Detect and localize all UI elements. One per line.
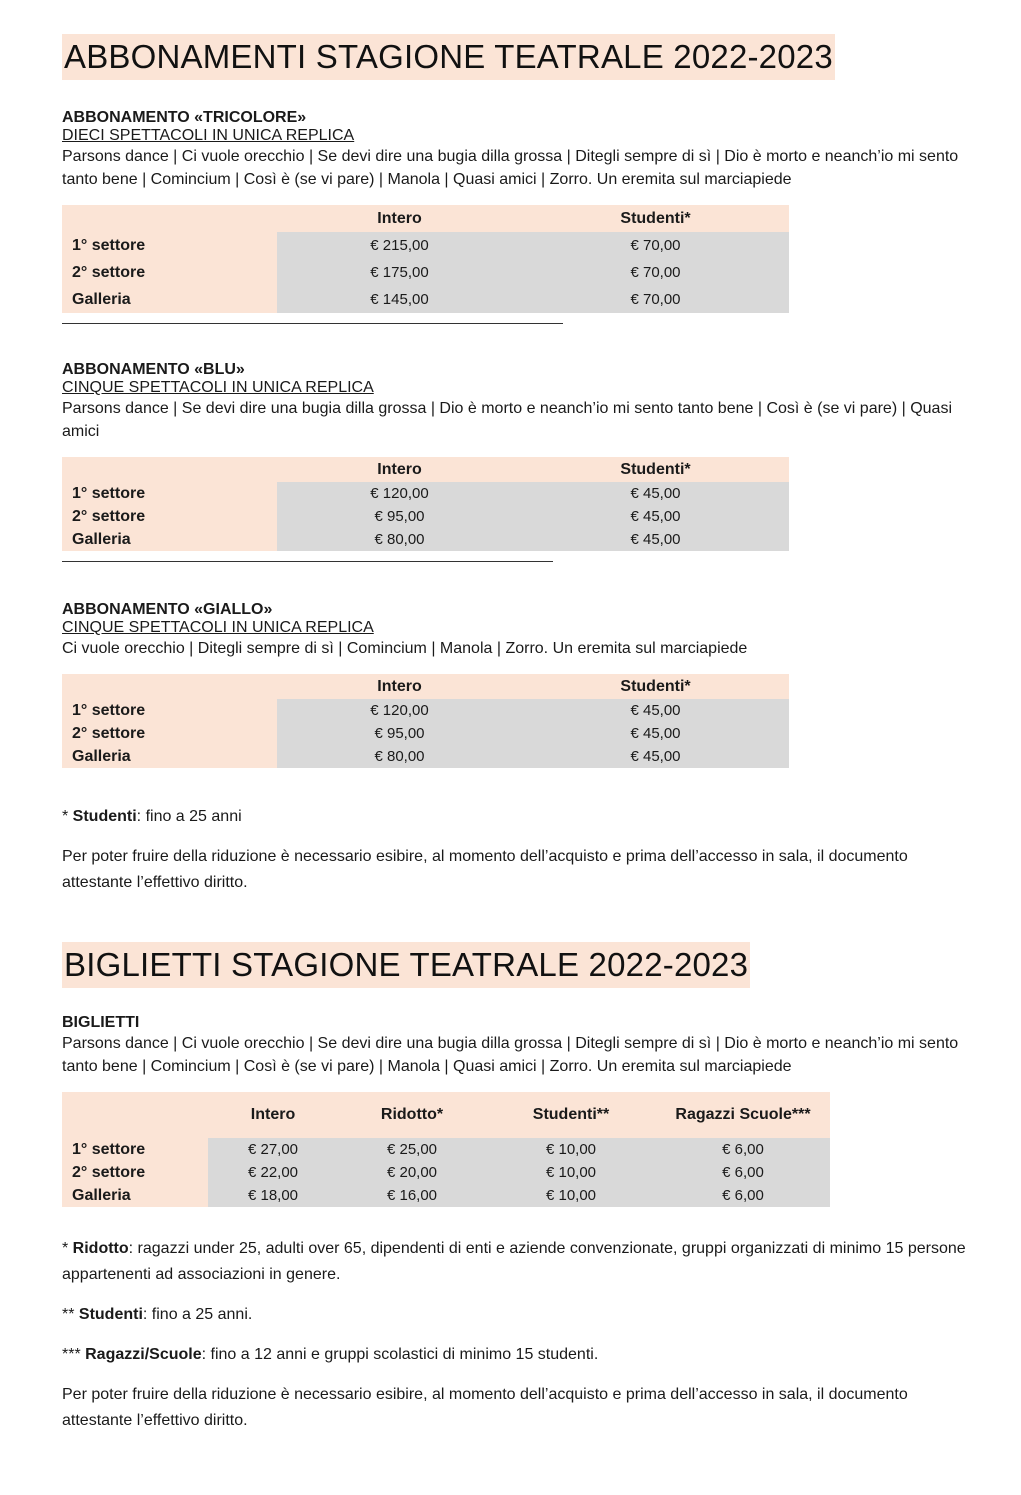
note-prefix: * — [62, 808, 73, 825]
price-cell: € 70,00 — [522, 259, 789, 286]
price-cell: € 95,00 — [277, 722, 522, 745]
price-cell: € 120,00 — [277, 482, 522, 505]
price-cell: € 95,00 — [277, 505, 522, 528]
price-cell: € 145,00 — [277, 286, 522, 313]
section-shows: Parsons dance | Ci vuole orecchio | Se devi dire una bugia dilla grossa | Ditegli sempre di sì | Dio è morto e neanch’io mi sento tanto bene | Comincium | Così è (se vi pare) | Manola | Quasi amici | Zorro. Un eremita sul marciapiede — [62, 148, 959, 188]
table-row — [62, 286, 789, 313]
note-text: : ragazzi under 25, adulti over 65, dipendenti di enti e aziende convenzionate, gruppi organizzati di minimo 15 persone appartenenti ad associazioni in genere. — [62, 1240, 966, 1283]
row-label: 1° settore — [62, 232, 277, 259]
price-cell: € 10,00 — [486, 1138, 656, 1161]
section-subtitle: CINQUE SPETTACOLI IN UNICA REPLICA — [62, 379, 374, 396]
row-label: 1° settore — [62, 482, 277, 505]
table-row — [62, 259, 789, 286]
corner-cell — [62, 457, 277, 482]
table-row — [62, 722, 789, 745]
note-prefix: *** — [62, 1346, 86, 1363]
abbonamenti-heading: ABBONAMENTI STAGIONE TEATRALE 2022-2023 — [62, 34, 835, 80]
price-cell: € 20,00 — [338, 1161, 486, 1184]
table-header-row — [62, 457, 789, 482]
price-cell: € 70,00 — [522, 232, 789, 259]
column-header: Studenti* — [522, 457, 789, 482]
price-cell: € 27,00 — [208, 1138, 338, 1161]
section-title: ABBONAMENTO «BLU» — [62, 361, 245, 378]
column-header: Ridotto* — [338, 1092, 486, 1138]
price-cell: € 25,00 — [338, 1138, 486, 1161]
column-header: Intero — [277, 674, 522, 699]
note-document: Per poter fruire della riduzione è necessario esibire, al momento dell’acquisto e prima dell’accesso in sala, il documento attestante l’effettivo diritto. — [62, 1386, 908, 1429]
price-table — [62, 205, 789, 313]
section-shows: Ci vuole orecchio | Ditegli sempre di sì | Comincium | Manola | Zorro. Un eremita sul marciapiede — [62, 640, 748, 657]
table-row — [62, 1138, 830, 1161]
section-biglietti — [62, 1014, 962, 1207]
note-bold: Studenti — [78, 1306, 143, 1323]
price-cell: € 215,00 — [277, 232, 522, 259]
section-shows: Parsons dance | Se devi dire una bugia dilla grossa | Dio è morto e neanch’io mi sento tanto bene | Così è (se vi pare) | Quasi amici — [62, 400, 952, 440]
price-cell: € 6,00 — [656, 1161, 830, 1184]
table-row — [62, 482, 789, 505]
section-divider — [62, 323, 563, 324]
section-divider — [62, 561, 553, 562]
price-cell: € 10,00 — [486, 1161, 656, 1184]
table-row — [62, 745, 789, 768]
section-title: ABBONAMENTO «TRICOLORE» — [62, 109, 307, 126]
corner-cell — [62, 1092, 208, 1138]
price-cell: € 10,00 — [486, 1184, 656, 1207]
section-blu — [62, 361, 972, 562]
price-cell: € 45,00 — [522, 722, 789, 745]
section-subtitle: DIECI SPETTACOLI IN UNICA REPLICA — [62, 127, 355, 144]
note-students — [62, 804, 982, 830]
price-cell: € 18,00 — [208, 1184, 338, 1207]
corner-cell — [62, 205, 277, 232]
price-cell: € 45,00 — [522, 528, 789, 551]
table-row — [62, 1184, 830, 1207]
column-header: Studenti* — [522, 674, 789, 699]
biglietti-heading-block — [62, 942, 750, 988]
price-cell: € 80,00 — [277, 528, 522, 551]
table-row — [62, 505, 789, 528]
price-cell: € 45,00 — [522, 505, 789, 528]
note-bold: Ridotto — [72, 1240, 129, 1257]
column-header: Studenti** — [486, 1092, 656, 1138]
column-header: Intero — [208, 1092, 338, 1138]
table-row — [62, 528, 789, 551]
section-giallo — [62, 601, 962, 768]
row-label: Galleria — [62, 1184, 208, 1207]
row-label: Galleria — [62, 528, 277, 551]
price-table — [62, 674, 789, 768]
price-cell: € 80,00 — [277, 745, 522, 768]
table-row — [62, 699, 789, 722]
row-label: Galleria — [62, 745, 277, 768]
note-text: : fino a 12 anni e gruppi scolastici di minimo 15 studenti. — [201, 1346, 599, 1363]
note-text: : fino a 25 anni — [136, 808, 242, 825]
price-table — [62, 457, 789, 551]
section-shows: Parsons dance | Ci vuole orecchio | Se devi dire una bugia dilla grossa | Ditegli sempre di sì | Dio è morto e neanch’io mi sento tanto bene | Comincium | Così è (se vi pare) | Manola | Quasi amici | Zorro. Un eremita sul marciapiede — [62, 1035, 959, 1075]
price-cell: € 16,00 — [338, 1184, 486, 1207]
row-label: 1° settore — [62, 699, 277, 722]
section-title: ABBONAMENTO «GIALLO» — [62, 601, 273, 618]
note-document: Per poter fruire della riduzione è necessario esibire, al momento dell’acquisto e prima dell’accesso in sala, il documento attestante l’effettivo diritto. — [62, 848, 908, 891]
table-row — [62, 232, 789, 259]
price-table — [62, 1092, 830, 1207]
section-title: BIGLIETTI — [62, 1014, 140, 1031]
price-cell: € 45,00 — [522, 699, 789, 722]
table-row — [62, 1161, 830, 1184]
biglietti-heading: BIGLIETTI STAGIONE TEATRALE 2022-2023 — [62, 942, 750, 988]
price-cell: € 22,00 — [208, 1161, 338, 1184]
note-bold: Studenti — [72, 808, 137, 825]
note-text: : fino a 25 anni. — [142, 1306, 253, 1323]
column-header: Ragazzi Scuole*** — [656, 1092, 830, 1138]
row-label: 2° settore — [62, 259, 277, 286]
row-label: 2° settore — [62, 722, 277, 745]
price-cell: € 175,00 — [277, 259, 522, 286]
column-header: Intero — [277, 457, 522, 482]
price-cell: € 70,00 — [522, 286, 789, 313]
row-label: 1° settore — [62, 1138, 208, 1161]
note-prefix: ** — [62, 1306, 79, 1323]
column-header: Intero — [277, 205, 522, 232]
price-cell: € 45,00 — [522, 745, 789, 768]
column-header: Studenti* — [522, 205, 789, 232]
table-header-row — [62, 205, 789, 232]
biglietti-notes — [62, 1236, 982, 1434]
price-cell: € 6,00 — [656, 1138, 830, 1161]
abbonamenti-heading-block — [62, 34, 835, 80]
note-bold: Ragazzi/Scuole — [85, 1346, 202, 1363]
note-prefix: * — [62, 1240, 73, 1257]
price-cell: € 120,00 — [277, 699, 522, 722]
table-header-row — [62, 674, 789, 699]
note-studenti — [62, 1302, 982, 1328]
row-label: 2° settore — [62, 505, 277, 528]
price-cell: € 45,00 — [522, 482, 789, 505]
corner-cell — [62, 674, 277, 699]
section-tricolore — [62, 109, 962, 324]
row-label: 2° settore — [62, 1161, 208, 1184]
row-label: Galleria — [62, 286, 277, 313]
note-ragazzi — [62, 1342, 982, 1368]
section-subtitle: CINQUE SPETTACOLI IN UNICA REPLICA — [62, 619, 374, 636]
note-ridotto — [62, 1236, 982, 1288]
abbonamenti-notes — [62, 804, 982, 896]
table-header-row — [62, 1092, 830, 1138]
price-cell: € 6,00 — [656, 1184, 830, 1207]
